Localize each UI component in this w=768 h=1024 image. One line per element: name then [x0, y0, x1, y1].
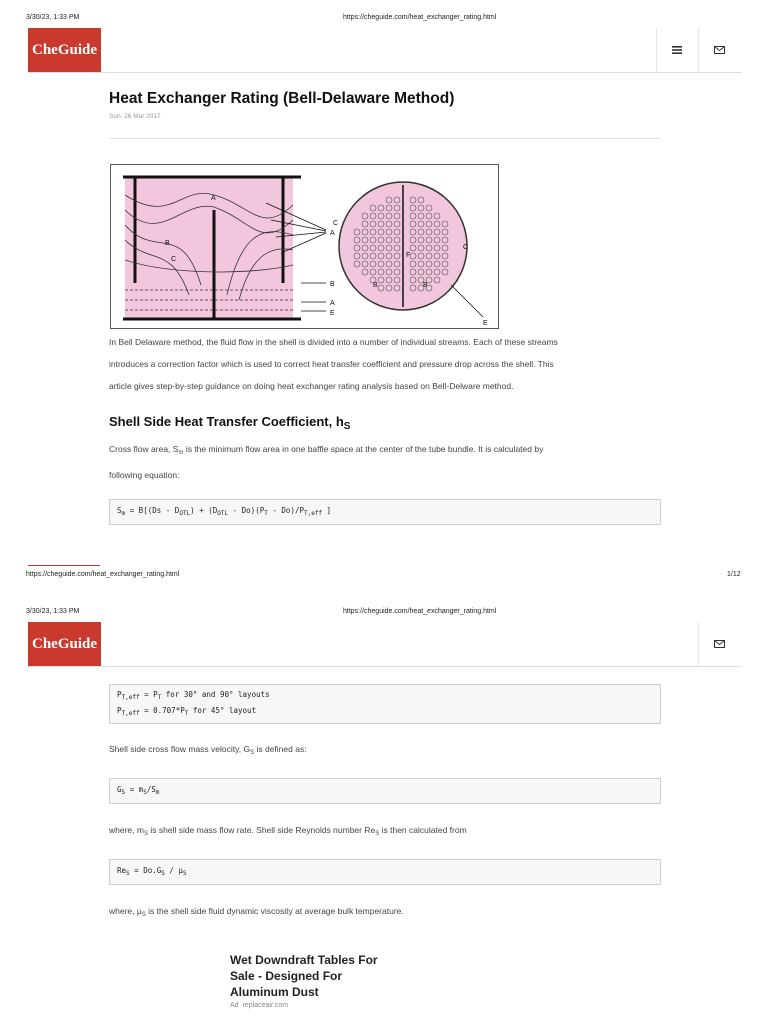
ad-domain: replaceair.com: [242, 1002, 289, 1009]
section-heading-subscript: S: [343, 421, 351, 432]
figure-label: E: [330, 310, 335, 317]
mail-icon[interactable]: [712, 43, 726, 57]
print-datetime: 3/30/23, 1:33 PM: [26, 608, 80, 615]
equation-block-gs: $G_S = m_S/S_m$: [109, 778, 661, 804]
figure-label: B: [373, 282, 378, 289]
figure-label: B: [330, 281, 335, 288]
print-footer-url: https://cheguide.com/heat_exchanger_rating.html: [26, 571, 180, 578]
header-divider: [698, 28, 699, 72]
site-logo[interactable]: CheGuide: [28, 28, 101, 72]
print-datetime: 3/30/23, 1:33 PM: [26, 14, 80, 21]
intro-line: In Bell Delaware method, the fluid flow in the shell is divided into a number of individual streams. Each of these streams: [109, 337, 558, 347]
figure-label: B: [165, 240, 170, 247]
figure-label: A: [211, 195, 216, 202]
figure-label: A: [330, 230, 335, 237]
print-url: https://cheguide.com/heat_exchanger_rating.html: [343, 608, 497, 615]
header-divider: [656, 28, 657, 72]
bell-delaware-stream-diagram: [110, 164, 499, 329]
equation-block-res: $Re_S = Do.G_S / \mu_S$: [109, 859, 661, 885]
title-separator: [109, 138, 661, 139]
mail-icon[interactable]: [712, 637, 726, 651]
crossflow-text-line2: following equation:: [109, 470, 180, 480]
ad-source[interactable]: [230, 1002, 288, 1009]
figure-label: F: [406, 252, 411, 259]
figure-label: B: [423, 282, 428, 289]
crossflow-text: is the minimum flow area in one baffle space at the center of the tube bundle. It is calculated by: [183, 444, 544, 454]
ms-paragraph: where, $m_S$ is shell side mass flow rate. Shell side Reynolds number $Re_S$ is then calculated from: [109, 825, 467, 837]
crossflow-paragraph: [109, 438, 661, 486]
section-heading-text: Shell Side Heat Transfer Coefficient, h: [109, 414, 344, 429]
figure-label: C: [333, 220, 339, 227]
ad-label: Ad: [230, 1002, 239, 1009]
figure-label: C: [171, 256, 177, 263]
menu-icon[interactable]: [670, 43, 684, 57]
article-title: Heat Exchanger Rating (Bell-Delaware Method): [109, 90, 455, 107]
print-page-number: 1/12: [727, 571, 741, 578]
site-logo[interactable]: CheGuide: [28, 622, 101, 666]
figure-label: E: [483, 320, 488, 327]
article-date: Sun, 26 Mar 2017: [109, 113, 161, 120]
mu-paragraph: where, $\mu_S$ is the shell side fluid dynamic viscosity at average bulk temperature.: [109, 906, 404, 918]
header-bottom-border: [28, 666, 742, 667]
crossflow-subscript: m: [178, 450, 184, 456]
figure-label: A: [330, 300, 335, 307]
stream-diagram-svg: [111, 165, 498, 328]
print-url: https://cheguide.com/heat_exchanger_rating.html: [343, 14, 497, 21]
intro-line: article gives step-by-step guidance on doing heat exchanger rating analysis based on Bell-Delware method.: [109, 381, 514, 391]
section-heading: [109, 414, 350, 432]
intro-line: introduces a correction factor which is used to correct heat transfer coefficient and pressure drop across the shell. This: [109, 359, 554, 369]
crossflow-text: Cross flow area, S: [109, 444, 179, 454]
equation-block-pteff: $P_{T,eff} = P_T$ for 30° and 90° layouts $P_{T,eff} = 0.707*P_T$ for 45° layout: [109, 684, 661, 724]
intro-paragraph: [109, 331, 661, 397]
gs-paragraph: Shell side cross flow mass velocity, $G_S$ is defined as:: [109, 744, 307, 756]
ad-title[interactable]: Wet Downdraft Tables For Sale - Designed For Aluminum Dust: [230, 953, 378, 999]
header-divider: [698, 622, 699, 666]
equation-block-sm: $S_m = B[(Ds - D_{OTL}) + (D_{OTL} - Do)(P_T - Do)/P_{T,eff}$ ]: [109, 499, 661, 525]
page-break-accent: [28, 565, 100, 566]
header-bottom-border: [28, 72, 742, 73]
figure-label: C: [463, 244, 469, 251]
